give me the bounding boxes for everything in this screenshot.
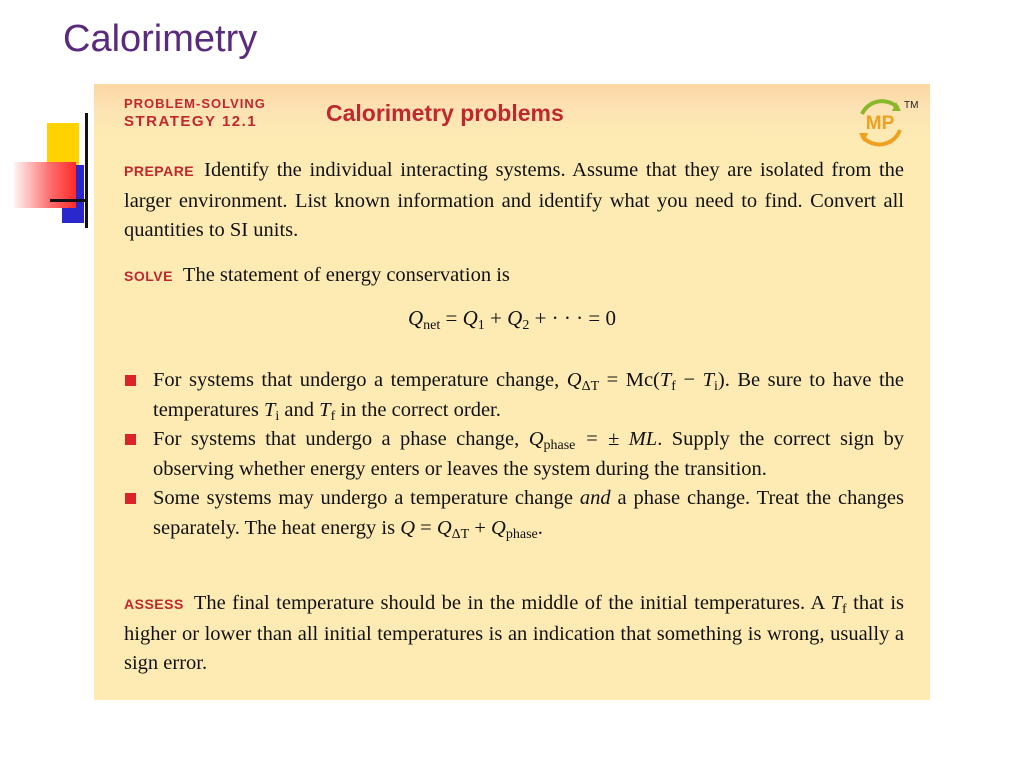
assess-section	[124, 589, 904, 679]
problem-solving-label	[124, 96, 266, 130]
b3-text-mid: a phase change. Treat the changes separately. The heat energy is	[153, 487, 905, 539]
strategy-panel	[94, 84, 930, 700]
eq-q1-sub: 1	[477, 318, 485, 333]
b1-q: Q	[566, 369, 582, 391]
b1-tf2: T	[319, 398, 331, 421]
b3-eq: =	[420, 516, 432, 539]
b1-text-end: in the correct order.	[340, 398, 501, 421]
b1-tf2-sub: f	[330, 408, 336, 424]
b2-q: Q	[528, 428, 544, 450]
eq-tail: + · · · = 0	[534, 306, 616, 330]
b3-q1-sub: ΔT	[451, 526, 470, 542]
b1-tf-sub: f	[671, 379, 676, 394]
eq-q-net: Q	[408, 306, 424, 330]
b3-q2-sub: phase	[505, 526, 538, 542]
eq-q2-sub: 2	[522, 318, 530, 333]
prepare-section	[124, 156, 904, 246]
b3-text-end: .	[537, 516, 543, 539]
b3-plus: +	[474, 516, 486, 539]
b1-text-start: For systems that undergo a temperature change,	[153, 369, 560, 391]
b2-eq: = ± ML	[584, 428, 658, 450]
b1-q-sub: ΔT	[581, 379, 600, 394]
b3-q2: Q	[491, 516, 506, 539]
decor-vertical-line	[85, 113, 88, 228]
trademark-mark: TM	[904, 100, 919, 111]
b1-text-mid: ). Be sure to have the temperatures	[153, 369, 905, 421]
list-item	[124, 484, 904, 543]
b1-ti: T	[702, 369, 714, 391]
logo-text: MP	[865, 113, 895, 134]
solve-text: The statement of energy conservation is	[182, 264, 510, 286]
assess-label: ASSESS	[124, 596, 184, 612]
b1-ti2-sub: i	[275, 408, 280, 424]
list-item	[124, 366, 904, 425]
b1-ti2: T	[264, 398, 276, 421]
prepare-label: PREPARE	[124, 163, 195, 179]
solve-section	[124, 261, 904, 292]
panel-heading: Calorimetry problems	[326, 100, 564, 126]
assess-tf-sub: f	[842, 602, 847, 617]
b2-text-start: For systems that undergo a phase change,	[153, 428, 520, 450]
mastering-physics-logo-icon	[852, 94, 908, 150]
bullet-square-icon	[125, 375, 136, 386]
eq-q1: Q	[462, 306, 478, 330]
b3-and: and	[579, 487, 611, 509]
b3-text-start: Some systems may undergo a temperature change	[153, 487, 573, 509]
strategy-number: STRATEGY 12.1	[124, 113, 258, 130]
slide-title: Calorimetry	[63, 18, 258, 60]
solve-bullet-list	[124, 366, 904, 543]
eq-net-sub: net	[423, 318, 441, 333]
assess-tf: T	[830, 592, 842, 614]
b2-q-sub: phase	[543, 438, 576, 453]
energy-conservation-equation: $Q_{net} = Q_1 + Q_2$ + · · · = 0	[408, 306, 616, 333]
decor-horizontal-line	[50, 199, 88, 202]
b1-ti-sub: i	[713, 379, 718, 394]
b3-q: Q	[400, 516, 416, 539]
bullet-square-icon	[125, 434, 136, 445]
b1-tf: T	[659, 369, 672, 391]
assess-text-start: The final temperature should be in the middle of the initial temperatures. A	[193, 592, 825, 614]
b1-and: and	[284, 398, 315, 421]
problem-solving-line: PROBLEM-SOLVING	[124, 96, 266, 111]
b1-minus: −	[675, 369, 703, 391]
b1-eq: = Mc(	[606, 369, 660, 391]
decor-yellow-square	[47, 123, 79, 165]
b2-text-end: . Supply the correct sign by observing whether energy enters or leaves the system during the transition.	[153, 428, 905, 480]
assess-text-end: that is higher or lower than all initial temperatures is an indication that something is wrong, usually a sign error.	[124, 592, 905, 674]
prepare-text: Identify the individual interacting systems. Assume that they are isolated from the larger environment. List known information and identify what you need to find. Convert all quantities to SI units.	[124, 159, 904, 241]
list-item	[124, 425, 904, 484]
solve-label: SOLVE	[124, 268, 173, 284]
b3-q1: Q	[436, 516, 452, 539]
eq-q2: Q	[507, 306, 523, 330]
bullet-square-icon	[125, 493, 136, 504]
